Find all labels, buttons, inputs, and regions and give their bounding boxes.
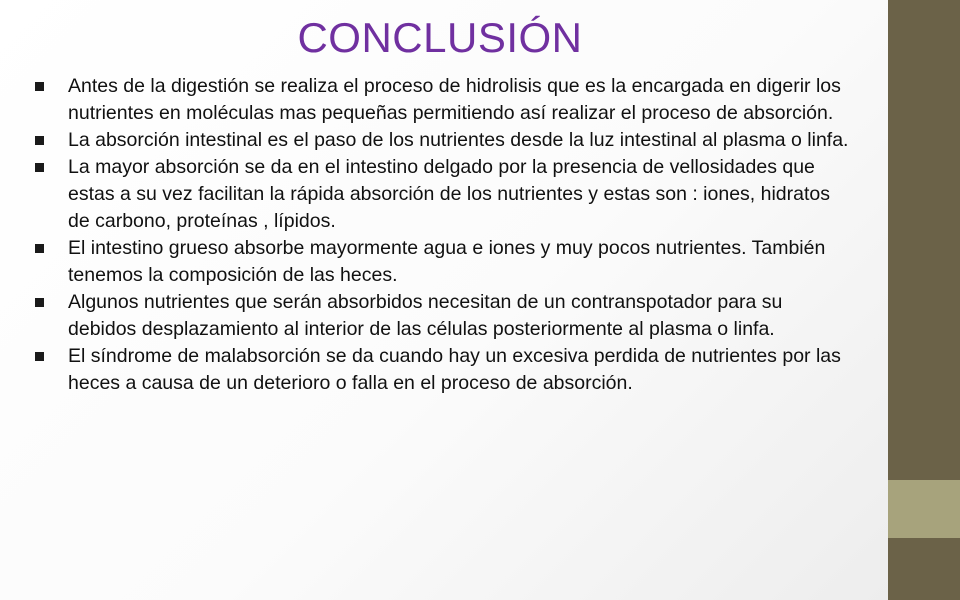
bullet-text: El intestino grueso absorbe mayormente agua e iones y muy pocos nutrientes. También tenemos la composición de las heces. <box>68 237 826 286</box>
square-bullet-icon <box>35 298 44 307</box>
bullet-list <box>30 73 855 397</box>
bullet-text: Algunos nutrientes que serán absorbidos necesitan de un contranspotador para su debidos desplazamiento al interior de las células posteriormente al plasma o linfa. <box>68 291 783 340</box>
bullet-item <box>30 127 855 154</box>
bullet-text: El síndrome de malabsorción se da cuando hay un excesiva perdida de nutrientes por las heces a causa de un deterioro o falla en el proceso de absorción. <box>68 345 841 394</box>
bullet-item <box>30 73 855 127</box>
square-bullet-icon <box>35 82 44 91</box>
bullet-item <box>30 343 855 397</box>
slide-title: CONCLUSIÓN <box>297 14 583 61</box>
right-band-accent-block <box>888 480 960 538</box>
bullet-text: La absorción intestinal es el paso de los nutrientes desde la luz intestinal al plasma o linfa. <box>68 129 849 151</box>
bullet-text: Antes de la digestión se realiza el proceso de hidrolisis que es la encargada en digerir los nutrientes en moléculas mas pequeñas permitiendo así realizar el proceso de absorción. <box>68 75 841 124</box>
square-bullet-icon <box>35 244 44 253</box>
bullet-item <box>30 154 855 235</box>
square-bullet-icon <box>35 352 44 361</box>
square-bullet-icon <box>35 163 44 172</box>
bullet-item <box>30 235 855 289</box>
bullet-text: La mayor absorción se da en el intestino delgado por la presencia de vellosidades que estas a su vez facilitan la rápida absorción de los nutrientes y estas son : iones, hidratos de carbono, proteínas , lípidos. <box>68 156 831 232</box>
square-bullet-icon <box>35 136 44 145</box>
bullet-item <box>30 289 855 343</box>
